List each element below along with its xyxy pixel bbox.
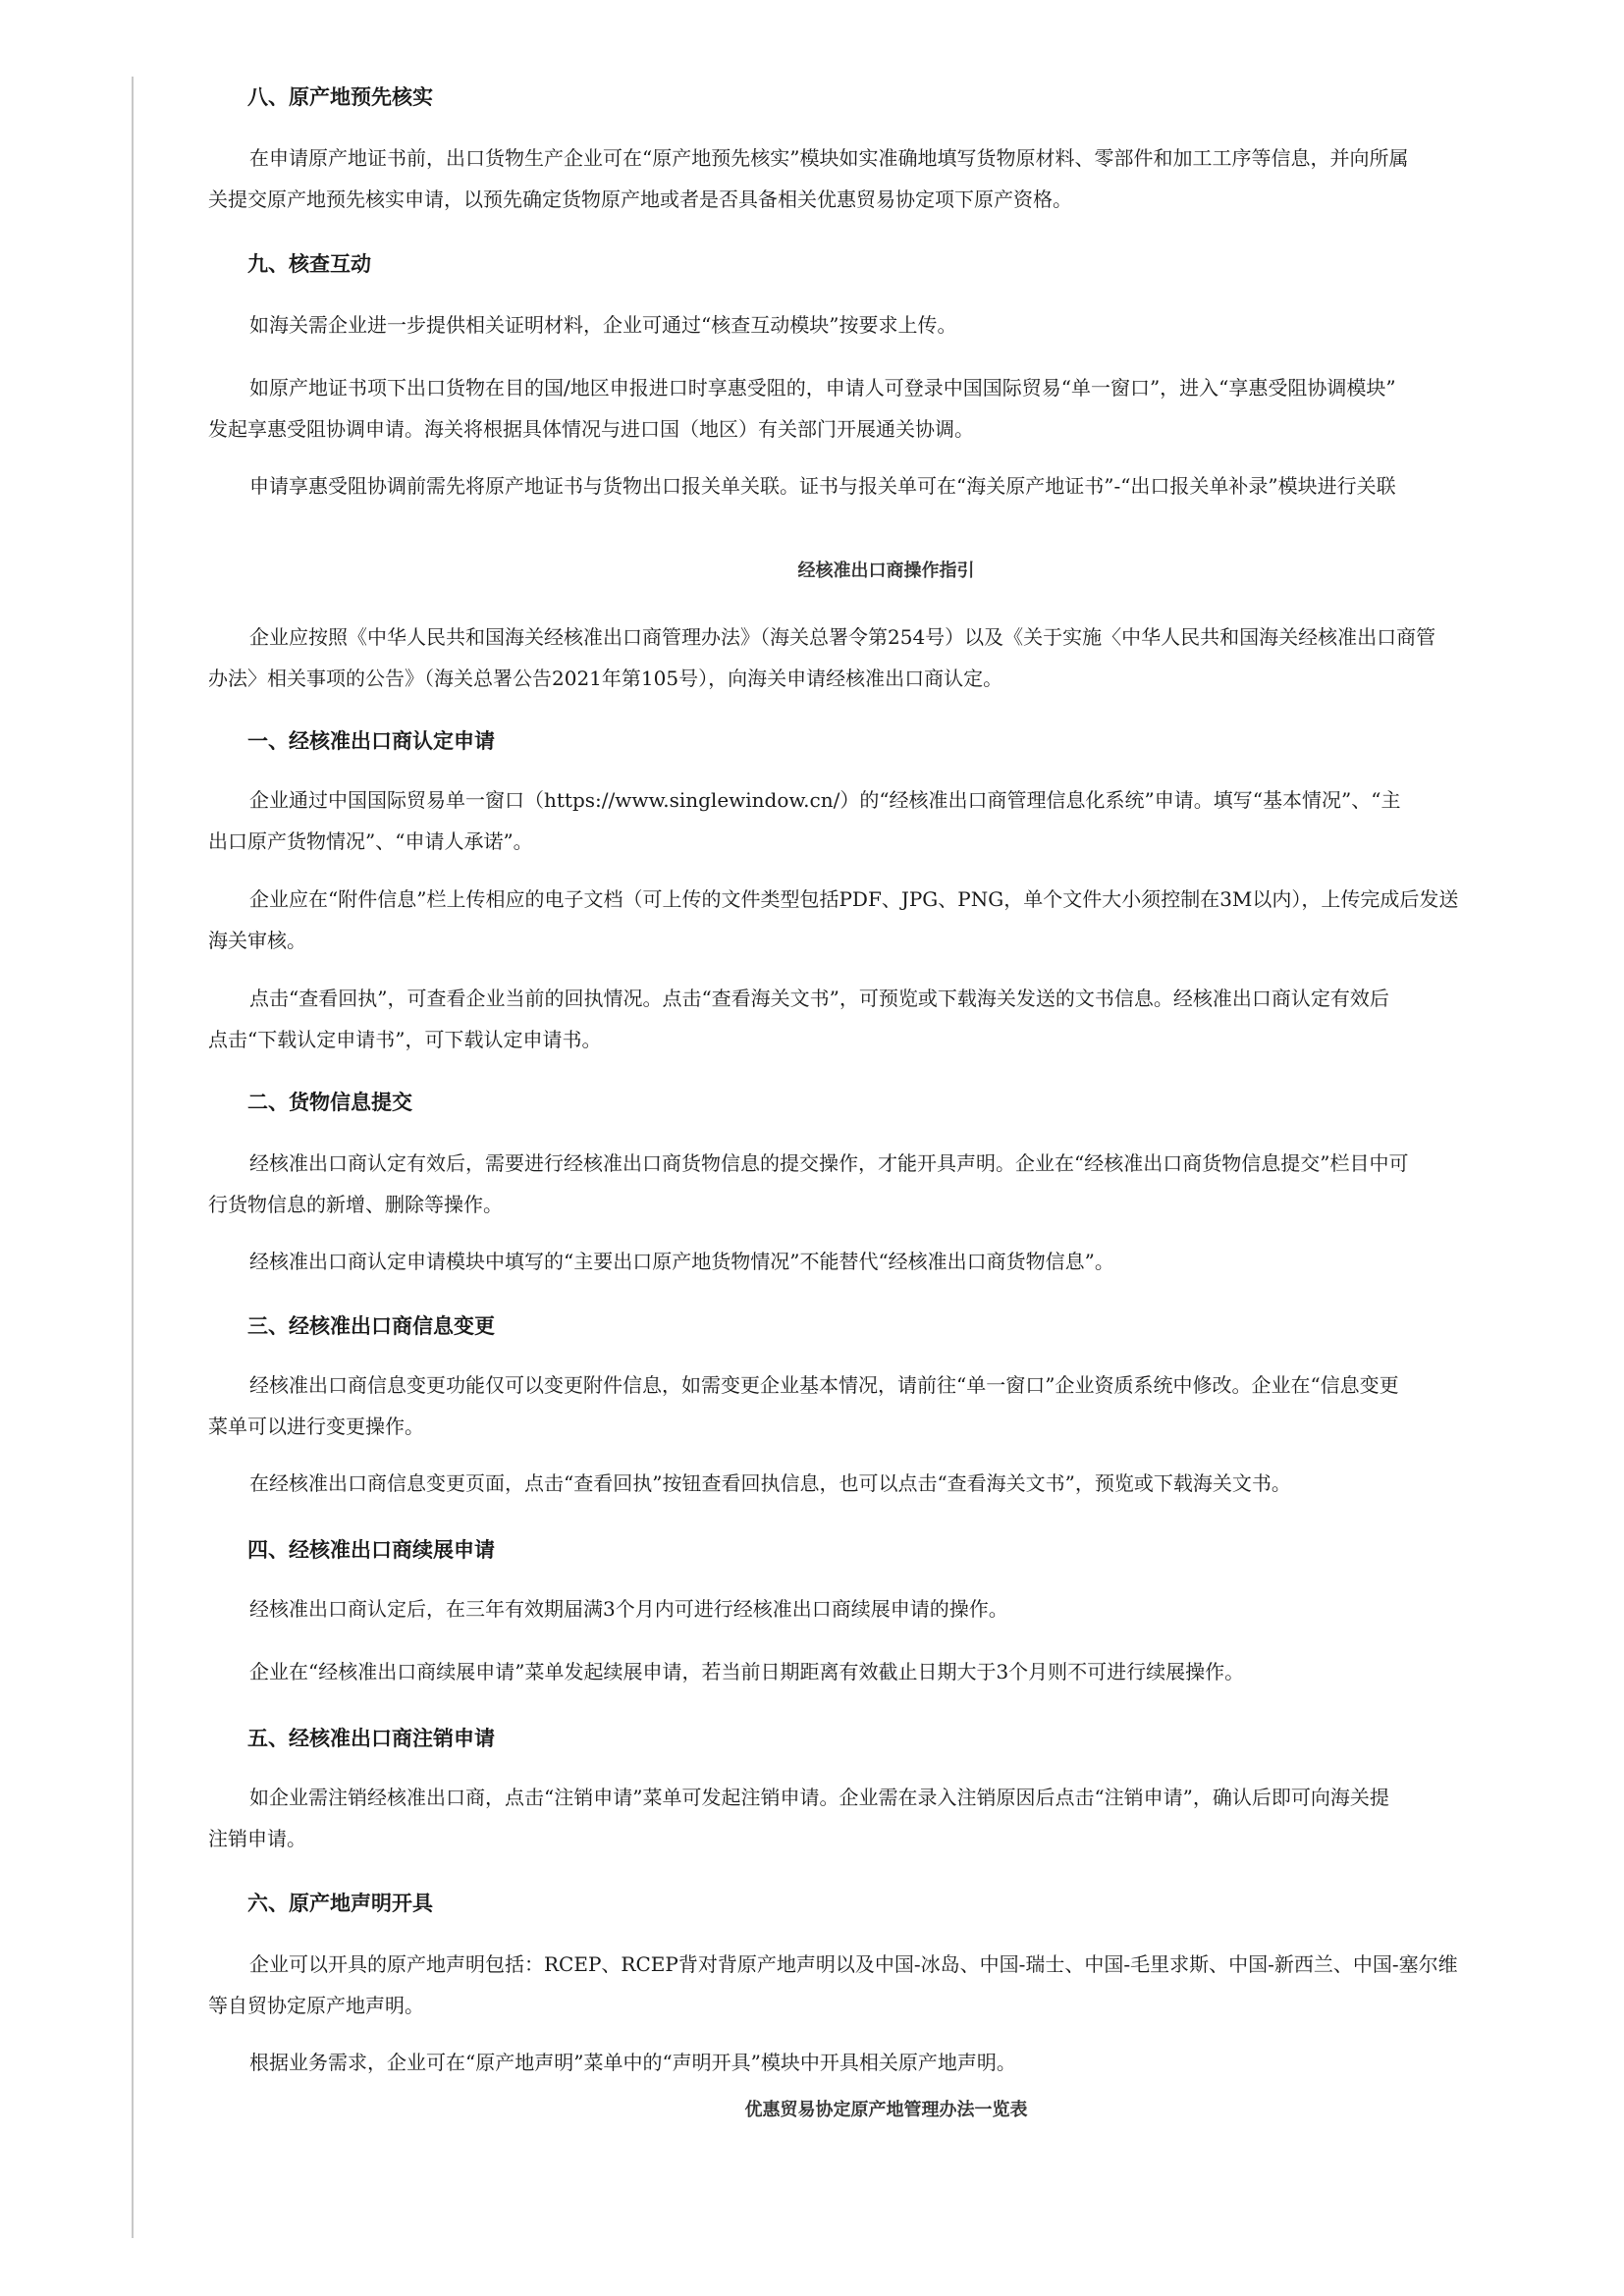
paragraph-line: 申请享惠受阻协调前需先将原产地证书与货物出口报关单关联。证书与报关单可在“海关原产地证书”-“出口报关单补录”模块进行关联 <box>249 474 1396 498</box>
section-heading-9: 九、核查互动 <box>247 251 371 276</box>
paragraph <box>208 1143 1408 1225</box>
paragraph <box>208 1588 1008 1629</box>
paragraph <box>208 304 956 346</box>
paragraph <box>208 1944 1458 2026</box>
section-heading-a5: 五、经核准出口商注销申请 <box>247 1726 495 1750</box>
paragraph <box>208 465 1396 507</box>
section-heading-a2: 二、货物信息提交 <box>247 1090 412 1114</box>
section-heading-a1: 一、经核准出口商认定申请 <box>247 728 495 753</box>
paragraph-line: 企业应按照《中华人民共和国海关经核准出口商管理办法》（海关总署令第254号）以及《关于实施〈中华人民共和国海关经核准出口商管 <box>249 625 1436 649</box>
paragraph-line: 行货物信息的新增、删除等操作。 <box>208 1193 503 1216</box>
paragraph-line: 企业在“经核准出口商续展申请”菜单发起续展申请，若当前日期距离有效截止日期大于3个月则不可进行续展操作。 <box>249 1660 1245 1683</box>
paragraph-line: 海关审核。 <box>208 929 306 952</box>
paragraph-line: 在申请原产地证书前，出口货物生产企业可在“原产地预先核实”模块如实准确地填写货物原材料、零部件和加工工序等信息，并向所属 <box>249 146 1409 170</box>
paragraph-line: 经核准出口商认定后，在三年有效期届满3个月内可进行经核准出口商续展申请的操作。 <box>249 1597 1008 1621</box>
paragraph-line: 点击“查看回执”，可查看企业当前的回执情况。点击“查看海关文书”，可预览或下载海关发送的文书信息。经核准出口商认定有效后 <box>249 987 1389 1010</box>
paragraph-line: 经核准出口商信息变更功能仅可以变更附件信息，如需变更企业基本情况，请前往“单一窗口”企业资质系统中修改。企业在“信息变更 <box>249 1373 1399 1397</box>
paragraph-line: 企业可以开具的原产地声明包括：RCEP、RCEP背对背原产地声明以及中国-冰岛、中国-瑞士、中国-毛里求斯、中国-新西兰、中国-塞尔维 <box>249 1952 1458 1976</box>
paragraph <box>208 978 1389 1060</box>
page-margin-rule <box>132 77 134 2238</box>
document-page <box>208 77 1564 2236</box>
paragraph <box>208 1777 1389 1859</box>
paragraph-line: 如原产地证书项下出口货物在目的国/地区申报进口时享惠受阻的，申请人可登录中国国际贸易“单一窗口”，进入“享惠受阻协调模块” <box>249 376 1396 400</box>
paragraph <box>208 1651 1244 1692</box>
guide-title: 经核准出口商操作指引 <box>797 561 975 581</box>
paragraph-line: 根据业务需求，企业可在“原产地声明”菜单中的“声明开具”模块中开具相关原产地声明。 <box>249 2051 1016 2074</box>
section-heading-a4: 四、经核准出口商续展申请 <box>247 1537 495 1562</box>
section-heading-a3: 三、经核准出口商信息变更 <box>247 1313 495 1338</box>
paragraph-line: 在经核准出口商信息变更页面，点击“查看回执”按钮查看回执信息，也可以点击“查看海关文书”，预览或下载海关文书。 <box>249 1471 1291 1495</box>
paragraph <box>208 367 1396 450</box>
paragraph <box>208 879 1458 961</box>
paragraph <box>208 2042 1016 2083</box>
paragraph-line: 如海关需企业进一步提供相关证明材料，企业可通过“核查互动模块”按要求上传。 <box>249 313 957 337</box>
paragraph <box>208 137 1408 220</box>
paragraph-line: 注销申请。 <box>208 1827 306 1850</box>
paragraph <box>208 616 1435 699</box>
paragraph-line: 经核准出口商认定申请模块中填写的“主要出口原产地货物情况”不能替代“经核准出口商货物信息”。 <box>249 1250 1114 1273</box>
paragraph <box>208 779 1400 862</box>
paragraph-line: 办法〉相关事项的公告》（海关总署公告2021年第105号），向海关申请经核准出口商认定。 <box>208 667 1003 690</box>
paragraph <box>208 1364 1399 1447</box>
paragraph-line: 菜单可以进行变更操作。 <box>208 1415 424 1438</box>
paragraph-line: 等自贸协定原产地声明。 <box>208 1994 424 2017</box>
paragraph-line: 企业应在“附件信息”栏上传相应的电子文档（可上传的文件类型包括PDF、JPG、PNG，单个文件大小须控制在3M以内），上传完成后发送 <box>249 887 1459 911</box>
section-heading-8: 八、原产地预先核实 <box>247 84 433 109</box>
paragraph <box>208 1463 1291 1504</box>
paragraph-line: 点击“下载认定申请书”，可下载认定申请书。 <box>208 1028 602 1051</box>
table-title: 优惠贸易协定原产地管理办法一览表 <box>744 2100 1028 2120</box>
section-heading-a6: 六、原产地声明开具 <box>247 1891 433 1915</box>
paragraph-line: 出口原产货物情况”、“申请人承诺”。 <box>208 829 533 853</box>
paragraph-line: 如企业需注销经核准出口商，点击“注销申请”菜单可发起注销申请。企业需在录入注销原因后点击“注销申请”，确认后即可向海关提 <box>249 1786 1389 1809</box>
paragraph <box>208 1241 1114 1282</box>
paragraph-line: 企业通过中国国际贸易单一窗口（https://www.singlewindow.cn/）的“经核准出口商管理信息化系统”申请。填写“基本情况”、“主 <box>249 788 1401 812</box>
paragraph-line: 经核准出口商认定有效后，需要进行经核准出口商货物信息的提交操作，才能开具声明。企业在“经核准出口商货物信息提交”栏目中可 <box>249 1151 1409 1175</box>
paragraph-line: 发起享惠受阻协调申请。海关将根据具体情况与进口国（地区）有关部门开展通关协调。 <box>208 417 974 441</box>
paragraph-line: 关提交原产地预先核实申请，以预先确定货物原产地或者是否具备相关优惠贸易协定项下原产资格。 <box>208 187 1072 211</box>
